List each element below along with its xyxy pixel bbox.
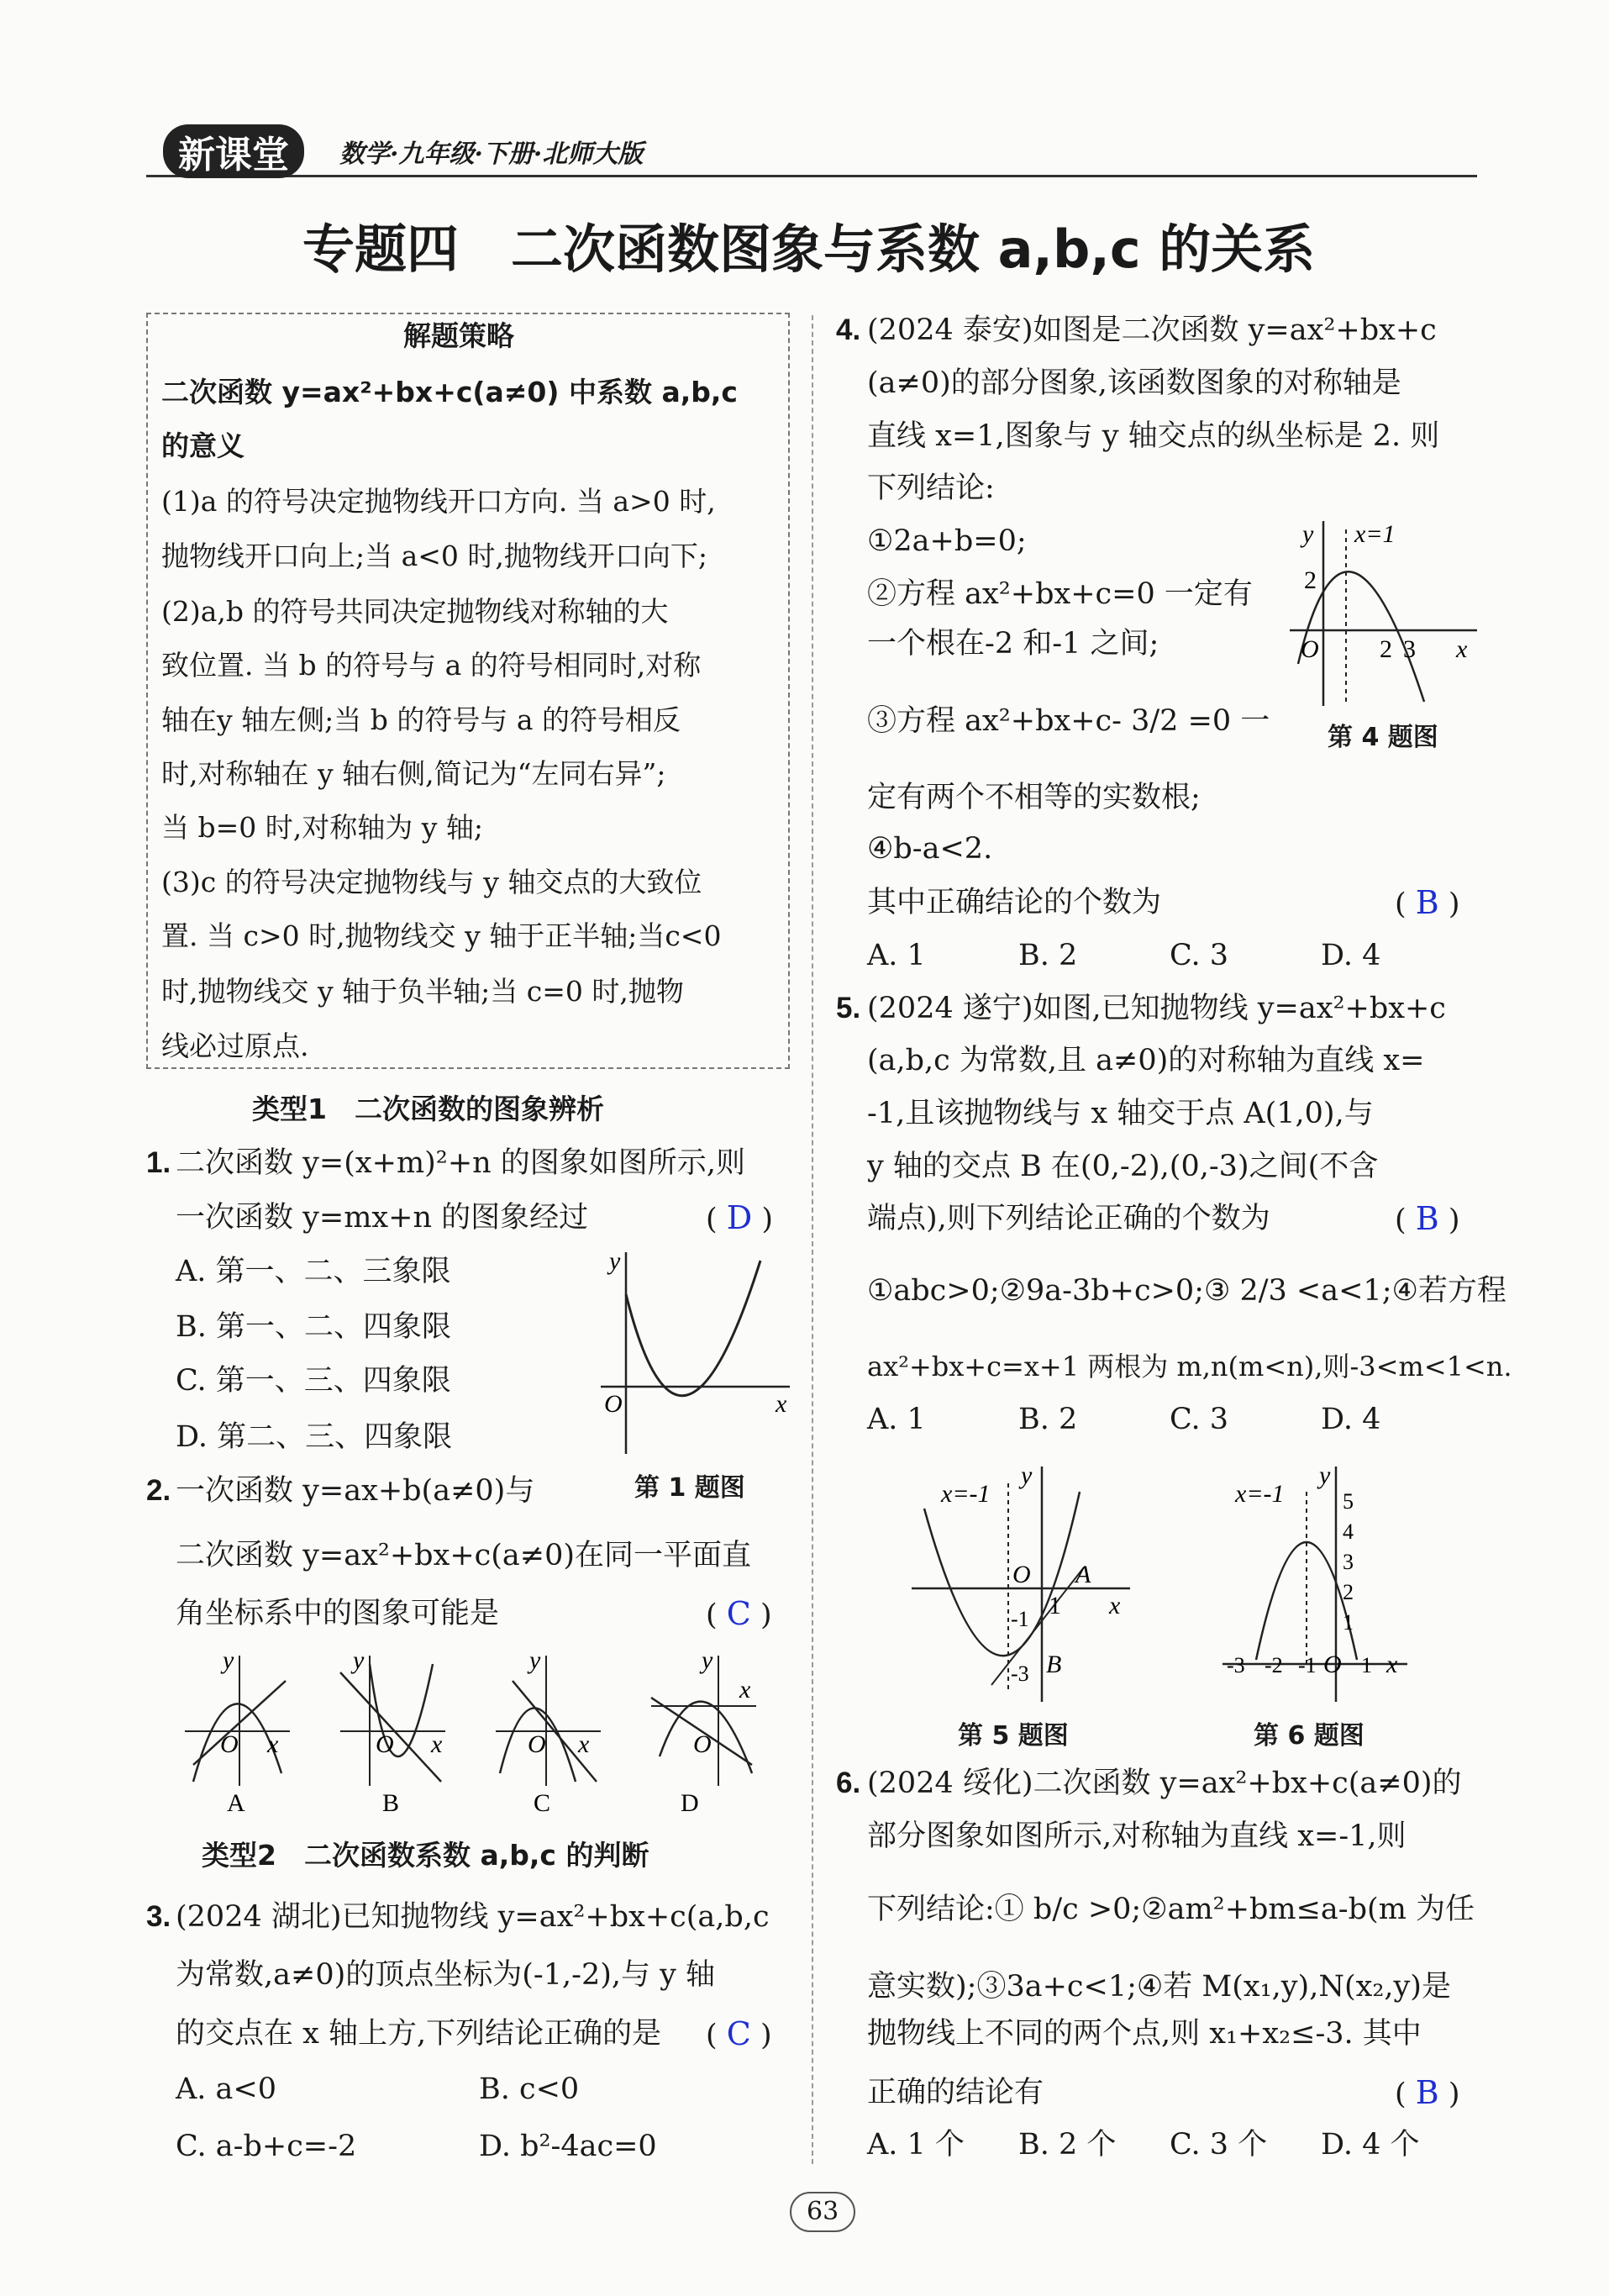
svg-text:O: O [220, 1730, 239, 1758]
svg-text:y: y [702, 1647, 713, 1674]
q4-text: 其中正确结论的个数为 [867, 886, 1162, 919]
svg-text:x: x [578, 1730, 590, 1758]
svg-text:y: y [529, 1647, 541, 1674]
strategy-line: 时,对称轴在 y 轴右侧,简记为“左同右异”; [161, 757, 666, 790]
svg-text:O: O [693, 1730, 712, 1758]
strategy-line: (1)a 的符号决定抛物线开口方向. 当 a>0 时, [161, 485, 716, 518]
q4-text: 直线 x=1,图象与 y 轴交点的纵坐标是 2. 则 [867, 419, 1440, 453]
strategy-line: 置. 当 c>0 时,抛物线交 y 轴于正半轴;当c<0 [161, 919, 722, 952]
q6-option-a: A. 1 个 [867, 2128, 965, 2162]
svg-text:-1: -1 [1298, 1653, 1317, 1677]
svg-text:3: 3 [1343, 1550, 1354, 1574]
svg-text:y: y [223, 1647, 234, 1674]
q6-text: 下列结论:① b/c >0;②am²+bm≤a-b(m 为任 [867, 1893, 1475, 1926]
q2-option-figures [168, 1647, 781, 1815]
q4-caption: 第 4 题图 [1328, 723, 1438, 752]
svg-text:x: x [1109, 1592, 1121, 1619]
logo: 新课堂 [163, 124, 304, 178]
q4-text: ④b-a<2. [867, 832, 993, 866]
strategy-line: (3)c 的符号决定抛物线与 y 轴交点的大致位 [161, 866, 702, 898]
svg-text:A: A [227, 1789, 245, 1815]
q5-option-d: D. 4 [1321, 1403, 1381, 1436]
q2-text: 二次函数 y=ax²+bx+c(a≠0)在同一平面直 [176, 1539, 752, 1572]
strategy-heading: 解题策略 [403, 319, 514, 352]
svg-text:y: y [1319, 1461, 1331, 1489]
svg-text:5: 5 [1343, 1489, 1354, 1514]
page-number: 63 [790, 2192, 855, 2232]
q5-option-c: C. 3 [1170, 1403, 1229, 1436]
q4-number: 4. [836, 313, 861, 346]
q4-option-a: A. 1 [867, 939, 926, 972]
svg-text:4: 4 [1343, 1519, 1354, 1544]
q6-caption: 第 6 题图 [1254, 1721, 1364, 1751]
q3-text: 为常数,a≠0)的顶点坐标为(-1,-2),与 y 轴 [176, 1958, 716, 1992]
strategy-line: 抛物线开口向上;当 a<0 时,抛物线开口向下; [161, 540, 708, 572]
svg-text:2: 2 [1380, 635, 1392, 663]
q5-option-b: B. 2 [1018, 1403, 1078, 1436]
q6-option-d: D. 4 个 [1321, 2128, 1420, 2162]
svg-text:O: O [376, 1730, 394, 1758]
svg-text:A: A [1075, 1561, 1091, 1588]
q5-text: (a,b,c 为常数,且 a≠0)的对称轴为直线 x= [867, 1044, 1425, 1077]
q1-option-c: C. 第一、三、四象限 [176, 1364, 451, 1398]
q1-text: 二次函数 y=(x+m)²+n 的图象如图所示,则 [176, 1146, 745, 1180]
svg-text:B: B [1046, 1651, 1062, 1678]
q3-option-d: D. b²-4ac=0 [479, 2130, 657, 2163]
answer: C [726, 2015, 751, 2052]
q4-option-b: B. 2 [1018, 939, 1078, 972]
svg-text:x: x [739, 1676, 751, 1704]
q1-text: 一次函数 y=mx+n 的图象经过 [176, 1201, 589, 1235]
svg-text:2: 2 [1343, 1580, 1354, 1604]
svg-text:3: 3 [1403, 635, 1416, 663]
header-subtitle: 数学·九年级·下册·北师大版 [339, 140, 644, 169]
q4-text: (a≠0)的部分图象,该函数图象的对称轴是 [867, 366, 1401, 400]
q2-number: 2. [146, 1474, 171, 1507]
answer: B [1415, 884, 1439, 921]
q3-text: 的交点在 x 轴上方,下列结论正确的是 [176, 2017, 662, 2051]
q4-option-d: D. 4 [1321, 939, 1381, 972]
strategy-line: 二次函数 y=ax²+bx+c(a≠0) 中系数 a,b,c [161, 376, 738, 408]
q4-text: 下列结论: [867, 471, 995, 505]
answer: B [1415, 1200, 1439, 1237]
column-divider [812, 315, 813, 2164]
svg-text:-3: -3 [1227, 1653, 1245, 1677]
q5-text: ①abc>0;②9a-3b+c>0;③ 2/3 <a<1;④若方程 [867, 1274, 1506, 1308]
svg-text:O: O [1323, 1651, 1342, 1678]
q1-number: 1. [146, 1146, 171, 1179]
q6-option-c: C. 3 个 [1170, 2128, 1268, 2162]
q3-option-b: B. c<0 [479, 2072, 580, 2106]
q5-text: (2024 遂宁)如图,已知抛物线 y=ax²+bx+c [867, 992, 1446, 1025]
strategy-line: 轴在y 轴左侧;当 b 的符号与 a 的符号相反 [161, 703, 681, 736]
svg-text:x: x [1456, 635, 1468, 663]
q6-figure [1218, 1458, 1412, 1710]
answer: B [1415, 2074, 1439, 2111]
q6-text: 意实数);③3a+c<1;④若 M(x₁,y),N(x₂,y)是 [867, 1970, 1451, 2004]
q4-text: 定有两个不相等的实数根; [867, 781, 1201, 814]
svg-text:O: O [1012, 1561, 1031, 1588]
q6-text: 抛物线上不同的两个点,则 x₁+x₂≤-3. 其中 [867, 2017, 1422, 2051]
svg-text:O: O [1301, 635, 1319, 663]
svg-text:D: D [681, 1789, 699, 1815]
q3-answer: ( C ) [706, 2015, 772, 2052]
strategy-line: 线必过原点. [161, 1030, 309, 1062]
svg-text:2: 2 [1304, 566, 1317, 594]
svg-text:x=-1: x=-1 [941, 1480, 991, 1508]
svg-text:x=1: x=1 [1354, 520, 1396, 548]
svg-text:x: x [267, 1730, 279, 1758]
q2-figure-b [340, 1647, 445, 1815]
q3-number: 3. [146, 1900, 171, 1933]
q6-option-b: B. 2 个 [1018, 2128, 1117, 2162]
q1-option-d: D. 第二、三、四象限 [176, 1420, 453, 1454]
q2-figure-d [651, 1647, 756, 1815]
svg-text:B: B [382, 1789, 400, 1815]
svg-text:O: O [604, 1390, 623, 1418]
q5-text: 端点),则下列结论正确的个数为 [867, 1202, 1270, 1235]
q5-number: 5. [836, 992, 861, 1024]
svg-text:-3: -3 [1011, 1661, 1029, 1686]
q3-text: (2024 湖北)已知抛物线 y=ax²+bx+c(a,b,c [176, 1900, 770, 1934]
q6-text: 正确的结论有 [867, 2076, 1044, 2109]
q6-answer: ( B ) [1395, 2074, 1460, 2111]
svg-text:x: x [1386, 1651, 1398, 1678]
page-title: 专题四 二次函数图象与系数 a,b,c 的关系 [302, 219, 1316, 280]
q4-text: 一个根在-2 和-1 之间; [867, 627, 1159, 661]
svg-text:1: 1 [1049, 1592, 1061, 1619]
svg-text:y: y [1021, 1461, 1033, 1489]
strategy-line: 当 b=0 时,对称轴为 y 轴; [161, 811, 483, 844]
q2-figure-c [496, 1647, 601, 1815]
q2-answer: ( C ) [706, 1595, 772, 1632]
q3-option-c: C. a-b+c=-2 [176, 2130, 357, 2163]
svg-text:1: 1 [1343, 1610, 1354, 1635]
q5-option-a: A. 1 [867, 1403, 926, 1436]
strategy-line: 时,抛物线交 y 轴于负半轴;当 c=0 时,抛物 [161, 975, 684, 1008]
q5-text: y 轴的交点 B 在(0,-2),(0,-3)之间(不含 [867, 1150, 1379, 1183]
q2-text: 角坐标系中的图象可能是 [176, 1597, 500, 1630]
strategy-line: (2)a,b 的符号共同决定抛物线对称轴的大 [161, 595, 669, 628]
type1-heading: 类型1 二次函数的图象辨析 [252, 1093, 604, 1125]
q1-figure [592, 1244, 794, 1462]
svg-text:y: y [1302, 520, 1314, 548]
svg-text:x=-1: x=-1 [1235, 1480, 1285, 1508]
svg-text:y: y [609, 1247, 621, 1275]
svg-text:x: x [776, 1390, 787, 1418]
q4-figure [1286, 513, 1479, 714]
q2-figure-a [185, 1647, 290, 1815]
q2-text: 一次函数 y=ax+b(a≠0)与 [176, 1474, 535, 1508]
q1-answer: ( D ) [706, 1199, 774, 1236]
answer: C [726, 1595, 751, 1632]
q1-option-a: A. 第一、二、三象限 [176, 1255, 451, 1288]
q6-text: 部分图象如图所示,对称轴为直线 x=-1,则 [867, 1819, 1407, 1853]
svg-text:C: C [534, 1789, 551, 1815]
strategy-line: 致位置. 当 b 的符号与 a 的符号相同时,对称 [161, 649, 702, 682]
q1-caption: 第 1 题图 [634, 1473, 745, 1503]
q4-option-c: C. 3 [1170, 939, 1229, 972]
strategy-line: 的意义 [161, 429, 245, 462]
svg-text:x: x [431, 1730, 443, 1758]
svg-text:-1: -1 [1011, 1607, 1029, 1631]
q5-answer: ( B ) [1395, 1200, 1460, 1237]
header [146, 124, 1477, 177]
q1-option-b: B. 第一、二、四象限 [176, 1310, 451, 1344]
svg-text:-2: -2 [1265, 1653, 1283, 1677]
q4-answer: ( B ) [1395, 884, 1460, 921]
q6-text: (2024 绥化)二次函数 y=ax²+bx+c(a≠0)的 [867, 1767, 1462, 1800]
q5-figure [907, 1458, 1134, 1710]
q3-option-a: A. a<0 [176, 2072, 276, 2106]
svg-text:O: O [528, 1730, 546, 1758]
q5-text: -1,且该抛物线与 x 轴交于点 A(1,0),与 [867, 1097, 1374, 1130]
q4-text: ③方程 ax²+bx+c- 3/2 =0 一 [867, 704, 1270, 738]
q5-caption: 第 5 题图 [958, 1721, 1069, 1751]
q4-text: ②方程 ax²+bx+c=0 一定有 [867, 577, 1253, 611]
q6-number: 6. [836, 1767, 861, 1799]
svg-text:y: y [353, 1647, 365, 1674]
answer: D [726, 1199, 753, 1236]
svg-text:1: 1 [1361, 1653, 1372, 1677]
strategy-box [146, 313, 790, 1069]
q4-text: ①2a+b=0; [867, 524, 1027, 558]
q5-text: ax²+bx+c=x+1 两根为 m,n(m<n),则-3<m<1<n. [867, 1351, 1512, 1382]
type2-heading: 类型2 二次函数系数 a,b,c 的判断 [202, 1839, 649, 1872]
q4-text: (2024 泰安)如图是二次函数 y=ax²+bx+c [867, 313, 1437, 347]
